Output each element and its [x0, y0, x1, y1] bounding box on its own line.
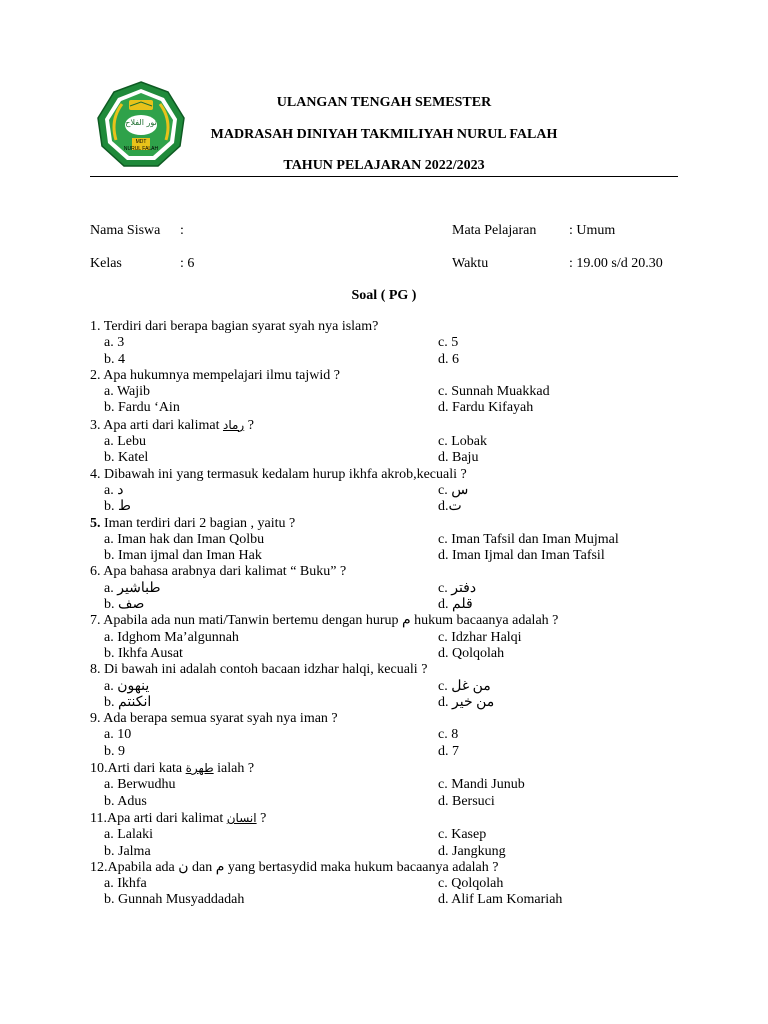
question-item	[90, 860, 690, 909]
option-a: a. د	[104, 482, 124, 498]
question-text: 8. Di bawah ini adalah contoh bacaan idzhar halqi, kecuali ?	[90, 662, 428, 678]
option-a: a. 3	[104, 335, 125, 351]
option-d: d. Qolqolah	[438, 645, 505, 661]
option-b: b. Katel	[104, 450, 149, 466]
question-text	[90, 760, 690, 777]
question-text: 9. Ada berapa semua syarat syah nya iman ?	[90, 711, 338, 727]
option-d: d. 6	[438, 351, 459, 367]
option-b: b. Jalma	[104, 843, 151, 859]
option-d: d. Alif Lam Komariah	[438, 892, 563, 908]
question-item	[90, 516, 690, 565]
option-d: d.ت	[438, 499, 462, 515]
question-item	[90, 613, 690, 662]
mapel-label: Mata Pelajaran	[452, 223, 537, 238]
question-text: 4. Dibawah ini yang termasuk kedalam hurup ikhfa akrob,kecuali ?	[90, 466, 467, 482]
question-text: 2. Apa hukumnya mempelajari ilmu tajwid ?	[90, 367, 340, 383]
option-d: d. Baju	[438, 450, 479, 466]
option-c: c. Qolqolah	[438, 876, 504, 892]
question-item	[90, 760, 690, 810]
option-b: b. Adus	[104, 793, 147, 809]
option-b: b. انكنتم	[104, 694, 152, 710]
option-c: c. من غل	[438, 678, 491, 694]
option-a: a. Ikhfa	[104, 876, 147, 892]
question-text-pre: 11.Apa arti dari kalimat	[90, 810, 227, 826]
question-item	[90, 467, 690, 516]
option-c: c. Lobak	[438, 434, 487, 450]
option-b: b. Gunnah Musyaddadah	[104, 892, 245, 908]
arabic-term: انسان	[226, 810, 257, 825]
header-title: ULANGAN TENGAH SEMESTER	[276, 95, 492, 110]
option-d: d. 7	[438, 743, 459, 759]
option-a: a. Idghom Ma’algunnah	[104, 629, 239, 645]
option-a: a. Berwudhu	[104, 777, 176, 793]
option-d: d. قلم	[438, 597, 473, 613]
option-d: d. من خير	[438, 694, 495, 710]
question-item	[90, 810, 690, 860]
option-a: a. Wajib	[104, 384, 151, 400]
logo-arabic-text: نور الفلاح	[125, 118, 157, 127]
arabic-term: رماد	[222, 417, 245, 432]
header-school-name: MADRASAH DINIYAH TAKMILIYAH NURUL FALAH	[210, 127, 558, 142]
option-b: b. 9	[104, 743, 125, 759]
question-text-post: ?	[256, 810, 267, 826]
question-text-post: ialah ?	[213, 761, 255, 777]
option-d: d. Fardu Kifayah	[438, 400, 534, 416]
question-text: 7. Apabila ada nun mati/Tanwin bertemu dengan hurup م hukum bacaanya adalah ?	[90, 613, 559, 629]
option-c: c. Sunnah Muakkad	[438, 384, 550, 400]
nama-value: :	[180, 223, 184, 238]
option-d: d. Jangkung	[438, 843, 506, 859]
arabic-term: طهرة	[185, 761, 214, 776]
question-text	[90, 516, 690, 532]
waktu-label: Waktu	[452, 256, 489, 271]
question-text: 1. Terdiri dari berapa bagian syarat syah nya islam?	[90, 319, 379, 334]
option-c: c. س	[438, 482, 469, 498]
option-c: c. Mandi Junub	[438, 777, 525, 793]
option-b: b. ط	[104, 499, 131, 515]
question-list	[90, 319, 690, 909]
nama-label: Nama Siswa	[90, 223, 161, 238]
option-b: b. 4	[104, 351, 125, 367]
option-c: c. Idzhar Halqi	[438, 629, 522, 645]
option-a: a. Iman hak dan Iman Qolbu	[104, 531, 265, 547]
option-a: a. 10	[104, 727, 132, 743]
question-text: 12.Apabila ada ن dan م yang bertasydid maka hukum bacaanya adalah ?	[90, 859, 499, 875]
question-text-pre: 10.Arti dari kata	[90, 761, 186, 777]
question-text	[90, 810, 690, 827]
question-item	[90, 368, 690, 417]
option-a: a. Lebu	[104, 434, 146, 450]
question-item	[90, 564, 690, 613]
option-d: d. Iman Ijmal dan Iman Tafsil	[438, 548, 605, 564]
waktu-value: : 19.00 s/d 20.30	[569, 256, 663, 271]
header-academic-year: TAHUN PELAJARAN 2022/2023	[283, 158, 485, 173]
kelas-label: Kelas	[90, 256, 122, 271]
question-text-post: ?	[244, 417, 254, 433]
option-c: c. 5	[438, 335, 459, 351]
option-a: a. Lalaki	[104, 827, 153, 843]
mapel-value: : Umum	[569, 223, 616, 238]
question-item	[90, 662, 690, 711]
option-c: c. Kasep	[438, 827, 487, 843]
question-item	[90, 711, 690, 760]
section-title: Soal ( PG )	[351, 288, 417, 303]
option-b: b. صف	[104, 597, 145, 613]
question-item	[90, 319, 690, 368]
question-text	[90, 417, 690, 434]
option-b: b. Fardu ‘Ain	[104, 400, 180, 416]
question-item	[90, 417, 690, 467]
option-a: a. طباشير	[104, 580, 161, 596]
kelas-value: : 6	[180, 256, 195, 271]
question-number: 5.	[90, 515, 101, 531]
question-text-pre: 3. Apa arti dari kalimat	[90, 417, 223, 433]
option-c: c. دفتر	[438, 580, 477, 596]
header-divider	[90, 176, 678, 177]
logo-caption-2: NURUL FALAH	[123, 146, 159, 152]
option-b: b. Iman ijmal dan Iman Hak	[104, 548, 262, 564]
option-c: c. Iman Tafsil dan Iman Mujmal	[438, 531, 619, 547]
question-text: 6. Apa bahasa arabnya dari kalimat “ Buku” ?	[90, 564, 347, 580]
logo-caption-1: MDT	[135, 139, 147, 145]
option-a: a. ينهون	[104, 678, 150, 694]
option-c: c. 8	[438, 727, 459, 743]
option-b: b. Ikhfa Ausat	[104, 645, 183, 661]
question-text-rest: Iman terdiri dari 2 bagian , yaitu ?	[100, 515, 296, 531]
option-d: d. Bersuci	[438, 793, 495, 809]
